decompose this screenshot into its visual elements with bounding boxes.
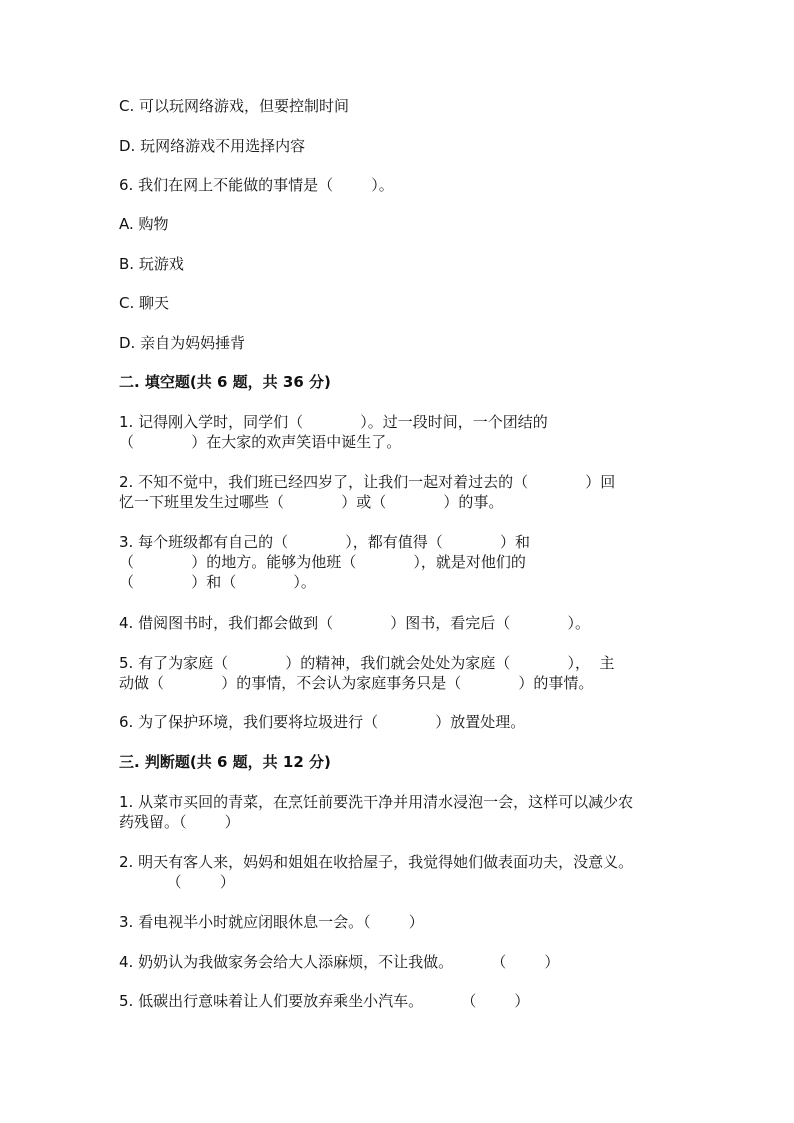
fill-q3-line1: 3. 每个班级都有自己的（ ），都有值得（ ）和 — [119, 533, 531, 551]
option-c-q6: C. 聊天 — [119, 294, 170, 312]
option-b-q6: B. 玩游戏 — [119, 255, 184, 273]
judge-q5: 5. 低碳出行意味着让人们要放弃乘坐小汽车。 （ ） — [119, 992, 530, 1010]
judge-q1-line2: 药残留。（ ） — [119, 813, 240, 831]
question-6: 6. 我们在网上不能做的事情是（ ）。 — [119, 176, 394, 194]
section-heading-fill-blank: 二. 填空题(共 6 题，共 36 分) — [119, 373, 331, 391]
option-d-q5: D. 玩网络游戏不用选择内容 — [119, 137, 306, 155]
fill-q3-line3: （ ）和（ ）。 — [119, 573, 316, 591]
judge-q4: 4. 奶奶认为我做家务会给大人添麻烦，不让我做。 （ ） — [119, 953, 560, 971]
fill-q3-line2: （ ）的地方。能够为他班（ ），就是对他们的 — [119, 553, 526, 571]
fill-q6: 6. 为了保护环境，我们要将垃圾进行（ ）放置处理。 — [119, 713, 526, 731]
judge-q2-line1: 2. 明天有客人来，妈妈和姐姐在收拾屋子，我觉得她们做表面功夫，没意义。 — [119, 853, 634, 871]
judge-q2-line2: （ ） — [119, 873, 235, 891]
option-d-q6: D. 亲自为妈妈捶背 — [119, 334, 246, 352]
fill-q5-line2: 动做（ ）的事情，不会认为家庭事务只是（ ）的事情。 — [119, 674, 594, 692]
judge-q1-line1: 1. 从菜市买回的青菜，在烹饪前要洗干净并用清水浸泡一会，这样可以减少农 — [119, 793, 634, 811]
judge-q3: 3. 看电视半小时就应闭眼休息一会。（ ） — [119, 913, 424, 931]
fill-q1-line2: （ ）在大家的欢声笑语中诞生了。 — [119, 433, 402, 451]
fill-q2-line1: 2. 不知不觉中，我们班已经四岁了，让我们一起对着过去的（ ）回 — [119, 473, 616, 491]
option-a-q6: A. 购物 — [119, 215, 169, 233]
section-heading-true-false: 三. 判断题(共 6 题，共 12 分) — [119, 753, 331, 771]
option-c-q5: C. 可以玩网络游戏，但要控制时间 — [119, 97, 350, 115]
fill-q5-line1: 5. 有了为家庭（ ）的精神，我们就会处处为家庭（ ）， 主 — [119, 654, 615, 672]
fill-q1-line1: 1. 记得刚入学时，同学们（ ）。过一段时间，一个团结的 — [119, 413, 548, 431]
fill-q2-line2: 忆一下班里发生过哪些（ ）或（ ）的事。 — [119, 493, 504, 511]
fill-q4: 4. 借阅图书时，我们都会做到（ ）图书，看完后（ ）。 — [119, 614, 591, 632]
